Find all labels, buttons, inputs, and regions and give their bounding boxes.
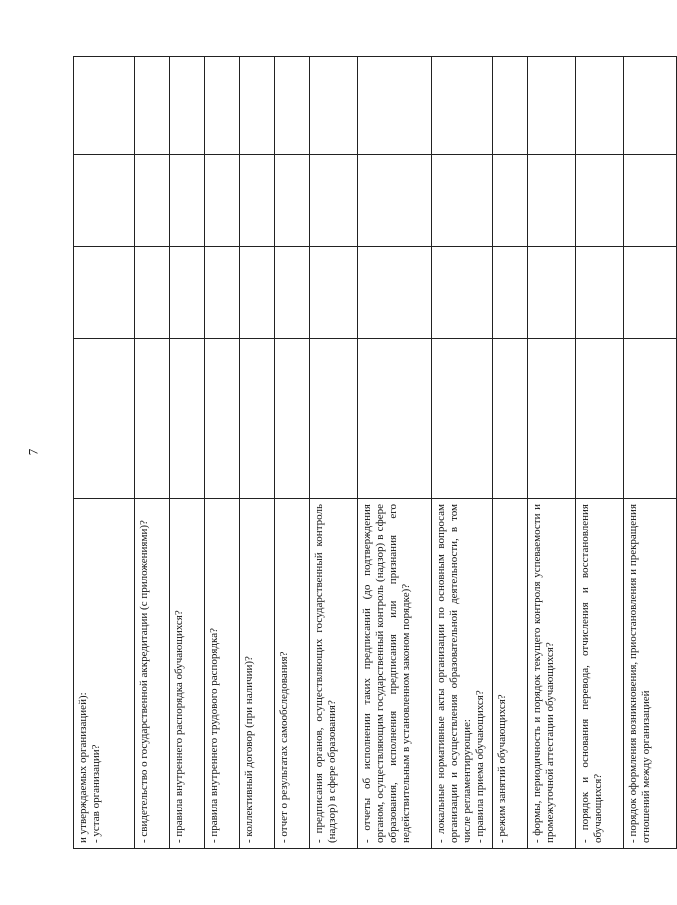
table-row [170,57,205,849]
answer-cell [576,155,624,247]
answer-cell [170,247,205,339]
answer-cell [432,155,493,247]
question-cell [528,499,576,849]
answer-cell [624,247,677,339]
question-text: - коллективный договор (при наличии)? [243,656,255,843]
question-cell [135,499,170,849]
question-cell [576,499,624,849]
answer-cell [240,339,275,499]
question-cell [493,499,528,849]
answer-cell [358,339,432,499]
table-row [135,57,170,849]
answer-cell [240,57,275,155]
answer-cell [528,57,576,155]
question-text: - порядок и основания перевода, отчисления и восстановления обучающихся? [579,504,604,843]
answer-cell [358,57,432,155]
question-text: - формы, периодичность и порядок текущего контроля успеваемости и промежуточной аттестации обучающихся? [531,504,556,843]
answer-cell [275,339,310,499]
answer-cell [205,57,240,155]
table-row [240,57,275,849]
table-row [624,57,677,849]
answer-cell [528,339,576,499]
page-number: 7 [25,448,41,456]
answer-cell [528,247,576,339]
question-text: - свидетельство о государственной аккредитации (с приложениями)? [138,520,150,843]
answer-cell [135,57,170,155]
answer-cell [135,247,170,339]
answer-cell [170,57,205,155]
answer-cell [310,57,358,155]
answer-cell [170,339,205,499]
answer-cell [624,339,677,499]
answer-cell [624,57,677,155]
answer-cell [576,247,624,339]
question-cell [310,499,358,849]
question-text: - отчеты об исполнении таких предписаний (до подтверждения органом, осуществляющим государственный контроль (надзор) в сфере образования, исполнения предписания или признания его недействительным в установленном законом порядке)? [361,504,412,843]
answer-cell [310,339,358,499]
question-cell [170,499,205,849]
answer-cell [135,339,170,499]
question-text: и утверждаемых организацией): [77,692,89,843]
answer-cell [135,155,170,247]
question-cell [205,499,240,849]
table-row [310,57,358,849]
answer-cell [240,155,275,247]
answer-cell [493,247,528,339]
answer-cell [275,247,310,339]
question-cell [624,499,677,849]
question-text: - устав организации? [90,744,102,843]
question-text: - правила внутреннего трудового распорядка? [208,628,220,843]
answer-cell [576,339,624,499]
answer-cell [310,155,358,247]
answer-cell [74,339,135,499]
question-text: - отчет о результатах самообследования? [278,651,290,843]
table-row [432,57,493,849]
answer-cell [432,339,493,499]
question-text: - предписания органов, осуществляющих государственный контроль (надзор) в сфере образования? [313,504,338,843]
question-cell [275,499,310,849]
question-text: - правила внутреннего распорядка обучающихся? [173,610,185,843]
table-row [275,57,310,849]
table-row [493,57,528,849]
question-text: - режим занятий обучающихся? [496,694,508,843]
answer-cell [275,155,310,247]
answer-cell [205,247,240,339]
answer-cell [624,155,677,247]
answer-cell [275,57,310,155]
answer-cell [74,155,135,247]
answer-cell [493,155,528,247]
answer-cell [528,155,576,247]
question-text: - локальные нормативные акты организации по основным вопросам организации и осуществления образовательной деятельности, в том числе регламентирующие: [435,504,473,843]
table-row [576,57,624,849]
question-cell [432,499,493,849]
answer-cell [358,155,432,247]
table-row [528,57,576,849]
answer-cell [74,247,135,339]
answer-cell [432,57,493,155]
question-cell [240,499,275,849]
question-text: - правила приема обучающихся? [474,690,486,843]
answer-cell [74,57,135,155]
answer-cell [432,247,493,339]
answer-cell [493,339,528,499]
checklist-table [73,56,677,849]
answer-cell [205,155,240,247]
question-cell [74,499,135,849]
question-text: - порядок оформления возникновения, приостановления и прекращения отношений между организацией [627,504,652,843]
answer-cell [358,247,432,339]
table-row [358,57,432,849]
answer-cell [240,247,275,339]
answer-cell [205,339,240,499]
table-row [205,57,240,849]
table-row [74,57,135,849]
question-cell [358,499,432,849]
checklist-table-rotated [73,57,652,849]
checklist-table-wrapper [73,57,652,849]
answer-cell [576,57,624,155]
answer-cell [310,247,358,339]
answer-cell [493,57,528,155]
answer-cell [170,155,205,247]
